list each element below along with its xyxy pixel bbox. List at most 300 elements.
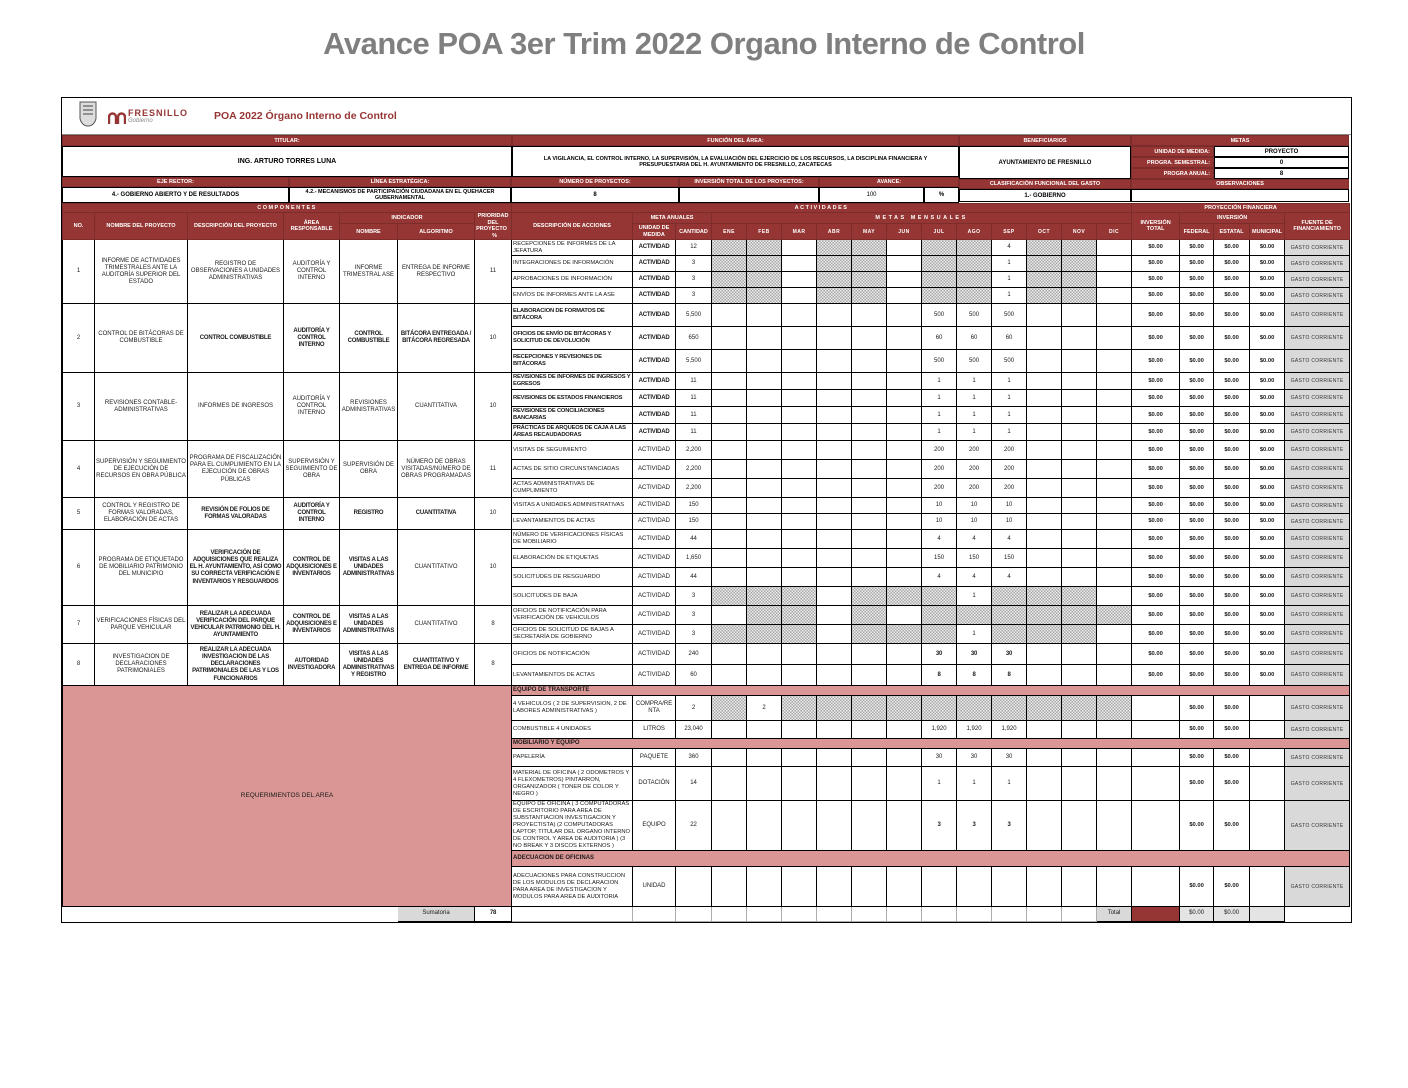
action-mes-jun: [887, 498, 922, 514]
action-mes-jul: 1: [922, 390, 957, 407]
action-mes-jun: [887, 288, 922, 304]
action-cantidad: 5,500: [676, 350, 712, 373]
req-item-mes-ene: [712, 867, 747, 907]
action-mes-may: [852, 441, 887, 460]
metas-header: METAS: [1131, 135, 1349, 146]
beneficiarios-header: BENEFICIARIOS: [959, 135, 1131, 146]
action-mes-jun: [887, 272, 922, 288]
action-cantidad: 3: [676, 606, 712, 625]
action-municipal: $0.00: [1250, 350, 1285, 373]
action-unidad: ACTIVIDAD: [633, 568, 676, 587]
action-estatal: $0.00: [1214, 568, 1250, 587]
action-mes-feb: [747, 256, 782, 272]
action-mes-may: [852, 272, 887, 288]
action-mes-feb: [747, 625, 782, 644]
action-fuente: GASTO CORRIENTE: [1285, 272, 1350, 288]
action-mes-jul: [922, 240, 957, 256]
req-item-estatal: $0.00: [1214, 867, 1250, 907]
action-mes-feb: [747, 514, 782, 530]
hdr-proyeccion-financiera: PROYECCIÓN FINANCIERA: [1132, 204, 1350, 213]
footer-empty-cell: [512, 907, 633, 922]
action-cantidad: 3: [676, 587, 712, 606]
action-federal: $0.00: [1180, 288, 1214, 304]
action-estatal: $0.00: [1214, 288, 1250, 304]
action-unidad: ACTIVIDAD: [633, 327, 676, 350]
hdr-mes-ago: AGO: [957, 224, 992, 240]
hdr-meta-anual: META ANUALES: [633, 213, 712, 224]
project-prioridad: 10: [475, 373, 512, 441]
action-mes-jul: 150: [922, 549, 957, 568]
action-mes-ago: 1: [957, 424, 992, 441]
action-mes-feb: [747, 373, 782, 390]
action-municipal: $0.00: [1250, 514, 1285, 530]
action-desc: APROBACIONES DE INFORMACIÓN: [512, 272, 633, 288]
project-indicador-nombre: VISITAS A LAS UNIDADES ADMINISTRATIVAS: [340, 606, 398, 644]
req-item-municipal: [1250, 696, 1285, 721]
action-municipal: $0.00: [1250, 460, 1285, 479]
action-mes-feb: [747, 240, 782, 256]
project-nombre: PROGRAMA DE ETIQUETADO DE MOBILIARIO PATRIMONIO DEL MUNICIPIO: [95, 530, 188, 606]
action-municipal: $0.00: [1250, 625, 1285, 644]
action-mes-sep: 1: [992, 407, 1027, 424]
project-nombre: INVESTIGACION DE DECLARACIONES PATRIMONIALES: [95, 644, 188, 686]
hdr-inversion: INVERSIÓN: [1180, 213, 1285, 224]
action-estatal: $0.00: [1214, 272, 1250, 288]
hdr-componentes: COMPONENTES: [63, 204, 512, 213]
action-cantidad: 150: [676, 498, 712, 514]
req-item-mes-ago: 1,920: [957, 721, 992, 739]
hdr-inversion-total: INVERSIÓN TOTAL: [1132, 213, 1180, 240]
req-item-mes-sep: [992, 867, 1027, 907]
req-item-mes-nov: [1062, 767, 1097, 801]
action-mes-jul: 500: [922, 304, 957, 327]
req-item-desc: EQUIPO DE OFICINA ( 3 COMPUTADORAS DE ESCRITORIO PARA AREA DE SUBSTANTIACION INVESTIGACION Y PROYECTISTA) (2 COMPUTADORAS LAPTOP, TITULAR DEL ORGANO INTERNO DE CONTROL Y AREA DE AUDITORIA ) (3 NO BREAK Y 3 DISCOS EXTERNOS ): [512, 801, 633, 851]
project-area: AUDITORÍA Y CONTROL INTERNO: [284, 498, 340, 530]
action-inv-total: $0.00: [1132, 373, 1180, 390]
action-mes-feb: [747, 498, 782, 514]
req-item-mes-feb: [747, 749, 782, 767]
req-item-mes-ago: [957, 867, 992, 907]
action-mes-ene: [712, 606, 747, 625]
page-title: Avance POA 3er Trim 2022 Organo Interno de Control: [323, 26, 1085, 61]
req-item-unidad: EQUIPO: [633, 801, 676, 851]
action-mes-nov: [1062, 288, 1097, 304]
action-inv-total: $0.00: [1132, 304, 1180, 327]
action-mes-jun: [887, 390, 922, 407]
action-unidad: ACTIVIDAD: [633, 390, 676, 407]
action-mes-may: [852, 530, 887, 549]
project-descripcion: INFORMES DE INGRESOS: [188, 373, 284, 441]
action-mes-jul: 500: [922, 350, 957, 373]
req-item-mes-oct: [1027, 696, 1062, 721]
req-item-federal: $0.00: [1180, 721, 1214, 739]
action-mes-jun: [887, 625, 922, 644]
action-fuente: GASTO CORRIENTE: [1285, 424, 1350, 441]
project-prioridad: 10: [475, 498, 512, 530]
action-unidad: ACTIVIDAD: [633, 514, 676, 530]
action-fuente: GASTO CORRIENTE: [1285, 441, 1350, 460]
action-cantidad: 11: [676, 390, 712, 407]
requerimientos-block: REQUERIMIENTOS DEL AREA: [63, 686, 512, 907]
action-municipal: $0.00: [1250, 479, 1285, 498]
action-unidad: ACTIVIDAD: [633, 256, 676, 272]
action-mes-nov: [1062, 606, 1097, 625]
action-inv-total: $0.00: [1132, 606, 1180, 625]
req-item-mes-ene: [712, 749, 747, 767]
action-cantidad: 60: [676, 665, 712, 686]
action-unidad: ACTIVIDAD: [633, 587, 676, 606]
req-item-fuente: GASTO CORRIENTE: [1285, 749, 1350, 767]
action-mes-may: [852, 327, 887, 350]
action-municipal: $0.00: [1250, 272, 1285, 288]
req-item-mes-oct: [1027, 867, 1062, 907]
action-mes-jun: [887, 644, 922, 665]
footer-empty-cell: [922, 907, 957, 922]
fresnillo-brand-sub: Gobierno: [128, 117, 153, 124]
action-fuente: GASTO CORRIENTE: [1285, 373, 1350, 390]
action-mes-mar: [782, 625, 817, 644]
action-unidad: ACTIVIDAD: [633, 373, 676, 390]
action-mes-dic: [1097, 587, 1132, 606]
action-mes-jul: 1: [922, 424, 957, 441]
action-unidad: ACTIVIDAD: [633, 350, 676, 373]
action-mes-may: [852, 498, 887, 514]
action-municipal: $0.00: [1250, 498, 1285, 514]
req-item-mes-mar: [782, 767, 817, 801]
action-municipal: $0.00: [1250, 327, 1285, 350]
action-federal: $0.00: [1180, 390, 1214, 407]
action-municipal: $0.00: [1250, 441, 1285, 460]
action-mes-oct: [1027, 256, 1062, 272]
logo-bar: [62, 98, 1351, 135]
action-mes-feb: [747, 549, 782, 568]
action-mes-sep: 200: [992, 460, 1027, 479]
action-federal: $0.00: [1180, 240, 1214, 256]
action-federal: $0.00: [1180, 549, 1214, 568]
action-unidad: ACTIVIDAD: [633, 240, 676, 256]
action-municipal: $0.00: [1250, 288, 1285, 304]
hdr-mes-sep: SEP: [992, 224, 1027, 240]
req-item-mes-jul: [922, 867, 957, 907]
action-mes-feb: [747, 441, 782, 460]
req-item-mes-dic: [1097, 721, 1132, 739]
action-fuente: GASTO CORRIENTE: [1285, 606, 1350, 625]
req-item-inv-total: [1132, 801, 1180, 851]
action-mes-abr: [817, 498, 852, 514]
req-item-mes-oct: [1027, 801, 1062, 851]
action-mes-may: [852, 350, 887, 373]
action-mes-may: [852, 373, 887, 390]
project-descripcion: REVISIÓN DE FOLIOS DE FORMAS VALORADAS: [188, 498, 284, 530]
action-inv-total: $0.00: [1132, 390, 1180, 407]
req-item-mes-may: [852, 696, 887, 721]
action-mes-mar: [782, 407, 817, 424]
action-mes-ene: [712, 240, 747, 256]
req-item-fuente: GASTO CORRIENTE: [1285, 801, 1350, 851]
eje-rector-value: 4.- GOBIERNO ABIERTO Y DE RESULTADOS: [62, 187, 289, 203]
action-inv-total: $0.00: [1132, 460, 1180, 479]
project-indicador-nombre: VISITAS A LAS UNIDADES ADMINISTRATIVAS: [340, 530, 398, 606]
action-estatal: $0.00: [1214, 424, 1250, 441]
action-mes-dic: [1097, 479, 1132, 498]
action-unidad: ACTIVIDAD: [633, 441, 676, 460]
req-item-cantidad: [676, 867, 712, 907]
req-item-mes-dic: [1097, 767, 1132, 801]
req-item-estatal: $0.00: [1214, 696, 1250, 721]
eje-rector-header: EJE RECTOR:: [62, 177, 289, 187]
action-cantidad: 150: [676, 514, 712, 530]
action-fuente: GASTO CORRIENTE: [1285, 240, 1350, 256]
action-mes-oct: [1027, 240, 1062, 256]
action-mes-mar: [782, 549, 817, 568]
req-item-mes-jul: [922, 696, 957, 721]
action-mes-ene: [712, 407, 747, 424]
action-mes-feb: [747, 665, 782, 686]
action-mes-nov: [1062, 327, 1097, 350]
fresnillo-arches-icon: [108, 110, 126, 124]
escudo-icon: [78, 101, 98, 132]
project-indicador-nombre: INFORME TRIMESTRAL ASE: [340, 240, 398, 304]
action-cantidad: 2,200: [676, 441, 712, 460]
action-mes-ago: [957, 256, 992, 272]
req-item-mes-oct: [1027, 721, 1062, 739]
action-mes-mar: [782, 606, 817, 625]
action-unidad: ACTIVIDAD: [633, 498, 676, 514]
action-estatal: $0.00: [1214, 498, 1250, 514]
req-item-cantidad: 2: [676, 696, 712, 721]
req-item-mes-mar: [782, 696, 817, 721]
action-mes-oct: [1027, 441, 1062, 460]
action-mes-nov: [1062, 441, 1097, 460]
action-inv-total: $0.00: [1132, 256, 1180, 272]
action-inv-total: $0.00: [1132, 424, 1180, 441]
action-mes-ene: [712, 373, 747, 390]
total-label: Total: [1097, 907, 1132, 922]
action-mes-nov: [1062, 568, 1097, 587]
action-estatal: $0.00: [1214, 549, 1250, 568]
action-mes-ago: [957, 272, 992, 288]
action-mes-mar: [782, 272, 817, 288]
project-algoritmo: CUANTITATIVA: [398, 373, 475, 441]
action-mes-jul: 60: [922, 327, 957, 350]
action-federal: $0.00: [1180, 587, 1214, 606]
req-item-unidad: COMPRA/RENTA: [633, 696, 676, 721]
action-mes-oct: [1027, 625, 1062, 644]
hdr-algoritmo: ALGORITMO: [398, 224, 475, 240]
action-mes-oct: [1027, 568, 1062, 587]
req-item-mes-nov: [1062, 721, 1097, 739]
req-item-federal: $0.00: [1180, 801, 1214, 851]
action-mes-sep: 10: [992, 514, 1027, 530]
action-desc: LEVANTAMIENTOS DE ACTAS: [512, 665, 633, 686]
action-mes-ago: 150: [957, 549, 992, 568]
req-item-mes-may: [852, 801, 887, 851]
action-mes-may: [852, 304, 887, 327]
action-mes-mar: [782, 644, 817, 665]
req-item-mes-nov: [1062, 749, 1097, 767]
action-mes-oct: [1027, 327, 1062, 350]
req-item-desc: ADECUACIONES PARA CONSTRUCCION DE LOS MODULOS DE DECLARACION PARA AREA DE INVESTIGACION Y MODULOS PARA AREA DE AUDITORIA: [512, 867, 633, 907]
req-item-mes-ago: 1: [957, 767, 992, 801]
req-item-mes-abr: [817, 867, 852, 907]
action-mes-ene: [712, 441, 747, 460]
action-inv-total: $0.00: [1132, 350, 1180, 373]
req-item-mes-ene: [712, 767, 747, 801]
action-municipal: $0.00: [1250, 644, 1285, 665]
req-item-inv-total: [1132, 696, 1180, 721]
action-mes-abr: [817, 530, 852, 549]
footer-empty-cell: [957, 907, 992, 922]
action-mes-may: [852, 606, 887, 625]
action-mes-oct: [1027, 272, 1062, 288]
action-federal: $0.00: [1180, 441, 1214, 460]
action-inv-total: $0.00: [1132, 514, 1180, 530]
footer-empty-cell: [887, 907, 922, 922]
project-nombre: INFORME DE ACTIVIDADES TRIMESTRALES ANTE LA AUDITORÍA SUPERIOR DEL ESTADO: [95, 240, 188, 304]
action-mes-jul: 10: [922, 498, 957, 514]
project-algoritmo: CUANTITATIVO: [398, 530, 475, 606]
hdr-mes-oct: OCT: [1027, 224, 1062, 240]
action-mes-mar: [782, 288, 817, 304]
action-municipal: $0.00: [1250, 424, 1285, 441]
project-area: CONTROL DE ADQUISICIONES E INVENTARIOS: [284, 606, 340, 644]
footer-spacer: [63, 907, 398, 922]
action-mes-mar: [782, 665, 817, 686]
action-mes-may: [852, 644, 887, 665]
action-estatal: $0.00: [1214, 606, 1250, 625]
req-item-inv-total: [1132, 721, 1180, 739]
action-mes-oct: [1027, 390, 1062, 407]
action-federal: $0.00: [1180, 407, 1214, 424]
action-mes-abr: [817, 514, 852, 530]
project-area: AUDITORÍA Y CONTROL INTERNO: [284, 304, 340, 373]
action-estatal: $0.00: [1214, 390, 1250, 407]
action-municipal: $0.00: [1250, 373, 1285, 390]
req-item-mes-mar: [782, 801, 817, 851]
action-desc: RECEPCIONES Y REVISIONES DE BITÁCORAS: [512, 350, 633, 373]
project-no: 5: [63, 498, 95, 530]
action-federal: $0.00: [1180, 479, 1214, 498]
action-unidad: ACTIVIDAD: [633, 530, 676, 549]
poa-sheet-title: POA 2022 Órgano Interno de Control: [214, 110, 397, 122]
action-fuente: GASTO CORRIENTE: [1285, 587, 1350, 606]
action-mes-mar: [782, 568, 817, 587]
avance-value: 100: [819, 187, 924, 203]
req-item-mes-dic: [1097, 696, 1132, 721]
action-mes-oct: [1027, 479, 1062, 498]
action-fuente: GASTO CORRIENTE: [1285, 665, 1350, 686]
action-mes-feb: [747, 587, 782, 606]
project-indicador-nombre: VISITAS A LAS UNIDADES ADMINISTRATIVAS Y REGISTRO: [340, 644, 398, 686]
action-mes-abr: [817, 424, 852, 441]
avance-header: AVANCE:: [819, 177, 959, 187]
action-mes-dic: [1097, 460, 1132, 479]
action-unidad: ACTIVIDAD: [633, 625, 676, 644]
action-mes-ene: [712, 644, 747, 665]
req-item-mes-ene: [712, 801, 747, 851]
req-item-mes-dic: [1097, 749, 1132, 767]
action-estatal: $0.00: [1214, 256, 1250, 272]
req-item-municipal: [1250, 767, 1285, 801]
req-item-mes-sep: [992, 696, 1027, 721]
project-prioridad: 11: [475, 240, 512, 304]
action-unidad: ACTIVIDAD: [633, 272, 676, 288]
req-item-fuente: GASTO CORRIENTE: [1285, 867, 1350, 907]
action-federal: $0.00: [1180, 327, 1214, 350]
action-federal: $0.00: [1180, 665, 1214, 686]
action-inv-total: $0.00: [1132, 240, 1180, 256]
hdr-estatal: ESTATAL: [1214, 224, 1250, 240]
action-estatal: $0.00: [1214, 587, 1250, 606]
hdr-mes-may: MAY: [852, 224, 887, 240]
req-item-cantidad: 14: [676, 767, 712, 801]
action-mes-mar: [782, 240, 817, 256]
action-estatal: $0.00: [1214, 479, 1250, 498]
linea-estrategica-header: LÍNEA ESTRATÉGICA:: [289, 177, 511, 187]
action-mes-may: [852, 240, 887, 256]
action-mes-sep: 200: [992, 441, 1027, 460]
action-mes-nov: [1062, 240, 1097, 256]
project-prioridad: 8: [475, 644, 512, 686]
action-inv-total: $0.00: [1132, 587, 1180, 606]
project-descripcion: REGISTRO DE OBSERVACIONES A UNIDADES ADMINISTRATIVAS: [188, 240, 284, 304]
project-descripcion: VERIFICACIÓN DE ADQUISICIONES QUE REALIZA EL H. AYUNTAMIENTO, ASÍ COMO SU CORRECTA VERIFICACIÓN E INVENTARIOS Y RESGUARDOS: [188, 530, 284, 606]
action-cantidad: 1,650: [676, 549, 712, 568]
req-item-mes-feb: [747, 867, 782, 907]
action-mes-may: [852, 407, 887, 424]
action-mes-jul: [922, 587, 957, 606]
req-item-estatal: $0.00: [1214, 749, 1250, 767]
action-mes-sep: 1: [992, 424, 1027, 441]
inversion-total-value: [679, 187, 819, 203]
req-item-mes-nov: [1062, 801, 1097, 851]
req-item-mes-mar: [782, 867, 817, 907]
action-unidad: ACTIVIDAD: [633, 424, 676, 441]
req-item-mes-jun: [887, 867, 922, 907]
action-fuente: GASTO CORRIENTE: [1285, 625, 1350, 644]
action-estatal: $0.00: [1214, 460, 1250, 479]
req-item-mes-dic: [1097, 867, 1132, 907]
action-mes-ene: [712, 587, 747, 606]
action-municipal: $0.00: [1250, 240, 1285, 256]
linea-estrategica-value: 4.2.- MECANISMOS DE PARTICIPACIÓN CIUDADANA EN EL QUEHACER GUBERNAMENTAL: [289, 187, 511, 203]
req-item-estatal: $0.00: [1214, 721, 1250, 739]
action-mes-dic: [1097, 514, 1132, 530]
action-cantidad: 11: [676, 373, 712, 390]
footer-empty-cell: [1062, 907, 1097, 922]
action-fuente: GASTO CORRIENTE: [1285, 390, 1350, 407]
action-mes-dic: [1097, 625, 1132, 644]
action-unidad: ACTIVIDAD: [633, 549, 676, 568]
action-municipal: $0.00: [1250, 530, 1285, 549]
action-mes-nov: [1062, 587, 1097, 606]
fresnillo-brand: FRESNILLO: [128, 107, 188, 118]
action-mes-feb: [747, 530, 782, 549]
action-mes-jun: [887, 304, 922, 327]
action-mes-abr: [817, 373, 852, 390]
sumatoria-value: 78: [475, 907, 512, 922]
action-mes-sep: 150: [992, 549, 1027, 568]
action-desc: OFICIOS DE NOTIFICACIÓN: [512, 644, 633, 665]
action-desc: LEVANTAMIENTOS DE ACTAS: [512, 514, 633, 530]
action-estatal: $0.00: [1214, 644, 1250, 665]
action-mes-sep: 1: [992, 288, 1027, 304]
action-mes-sep: 500: [992, 304, 1027, 327]
action-mes-oct: [1027, 498, 1062, 514]
action-cantidad: 5,500: [676, 304, 712, 327]
action-mes-nov: [1062, 460, 1097, 479]
action-mes-mar: [782, 424, 817, 441]
